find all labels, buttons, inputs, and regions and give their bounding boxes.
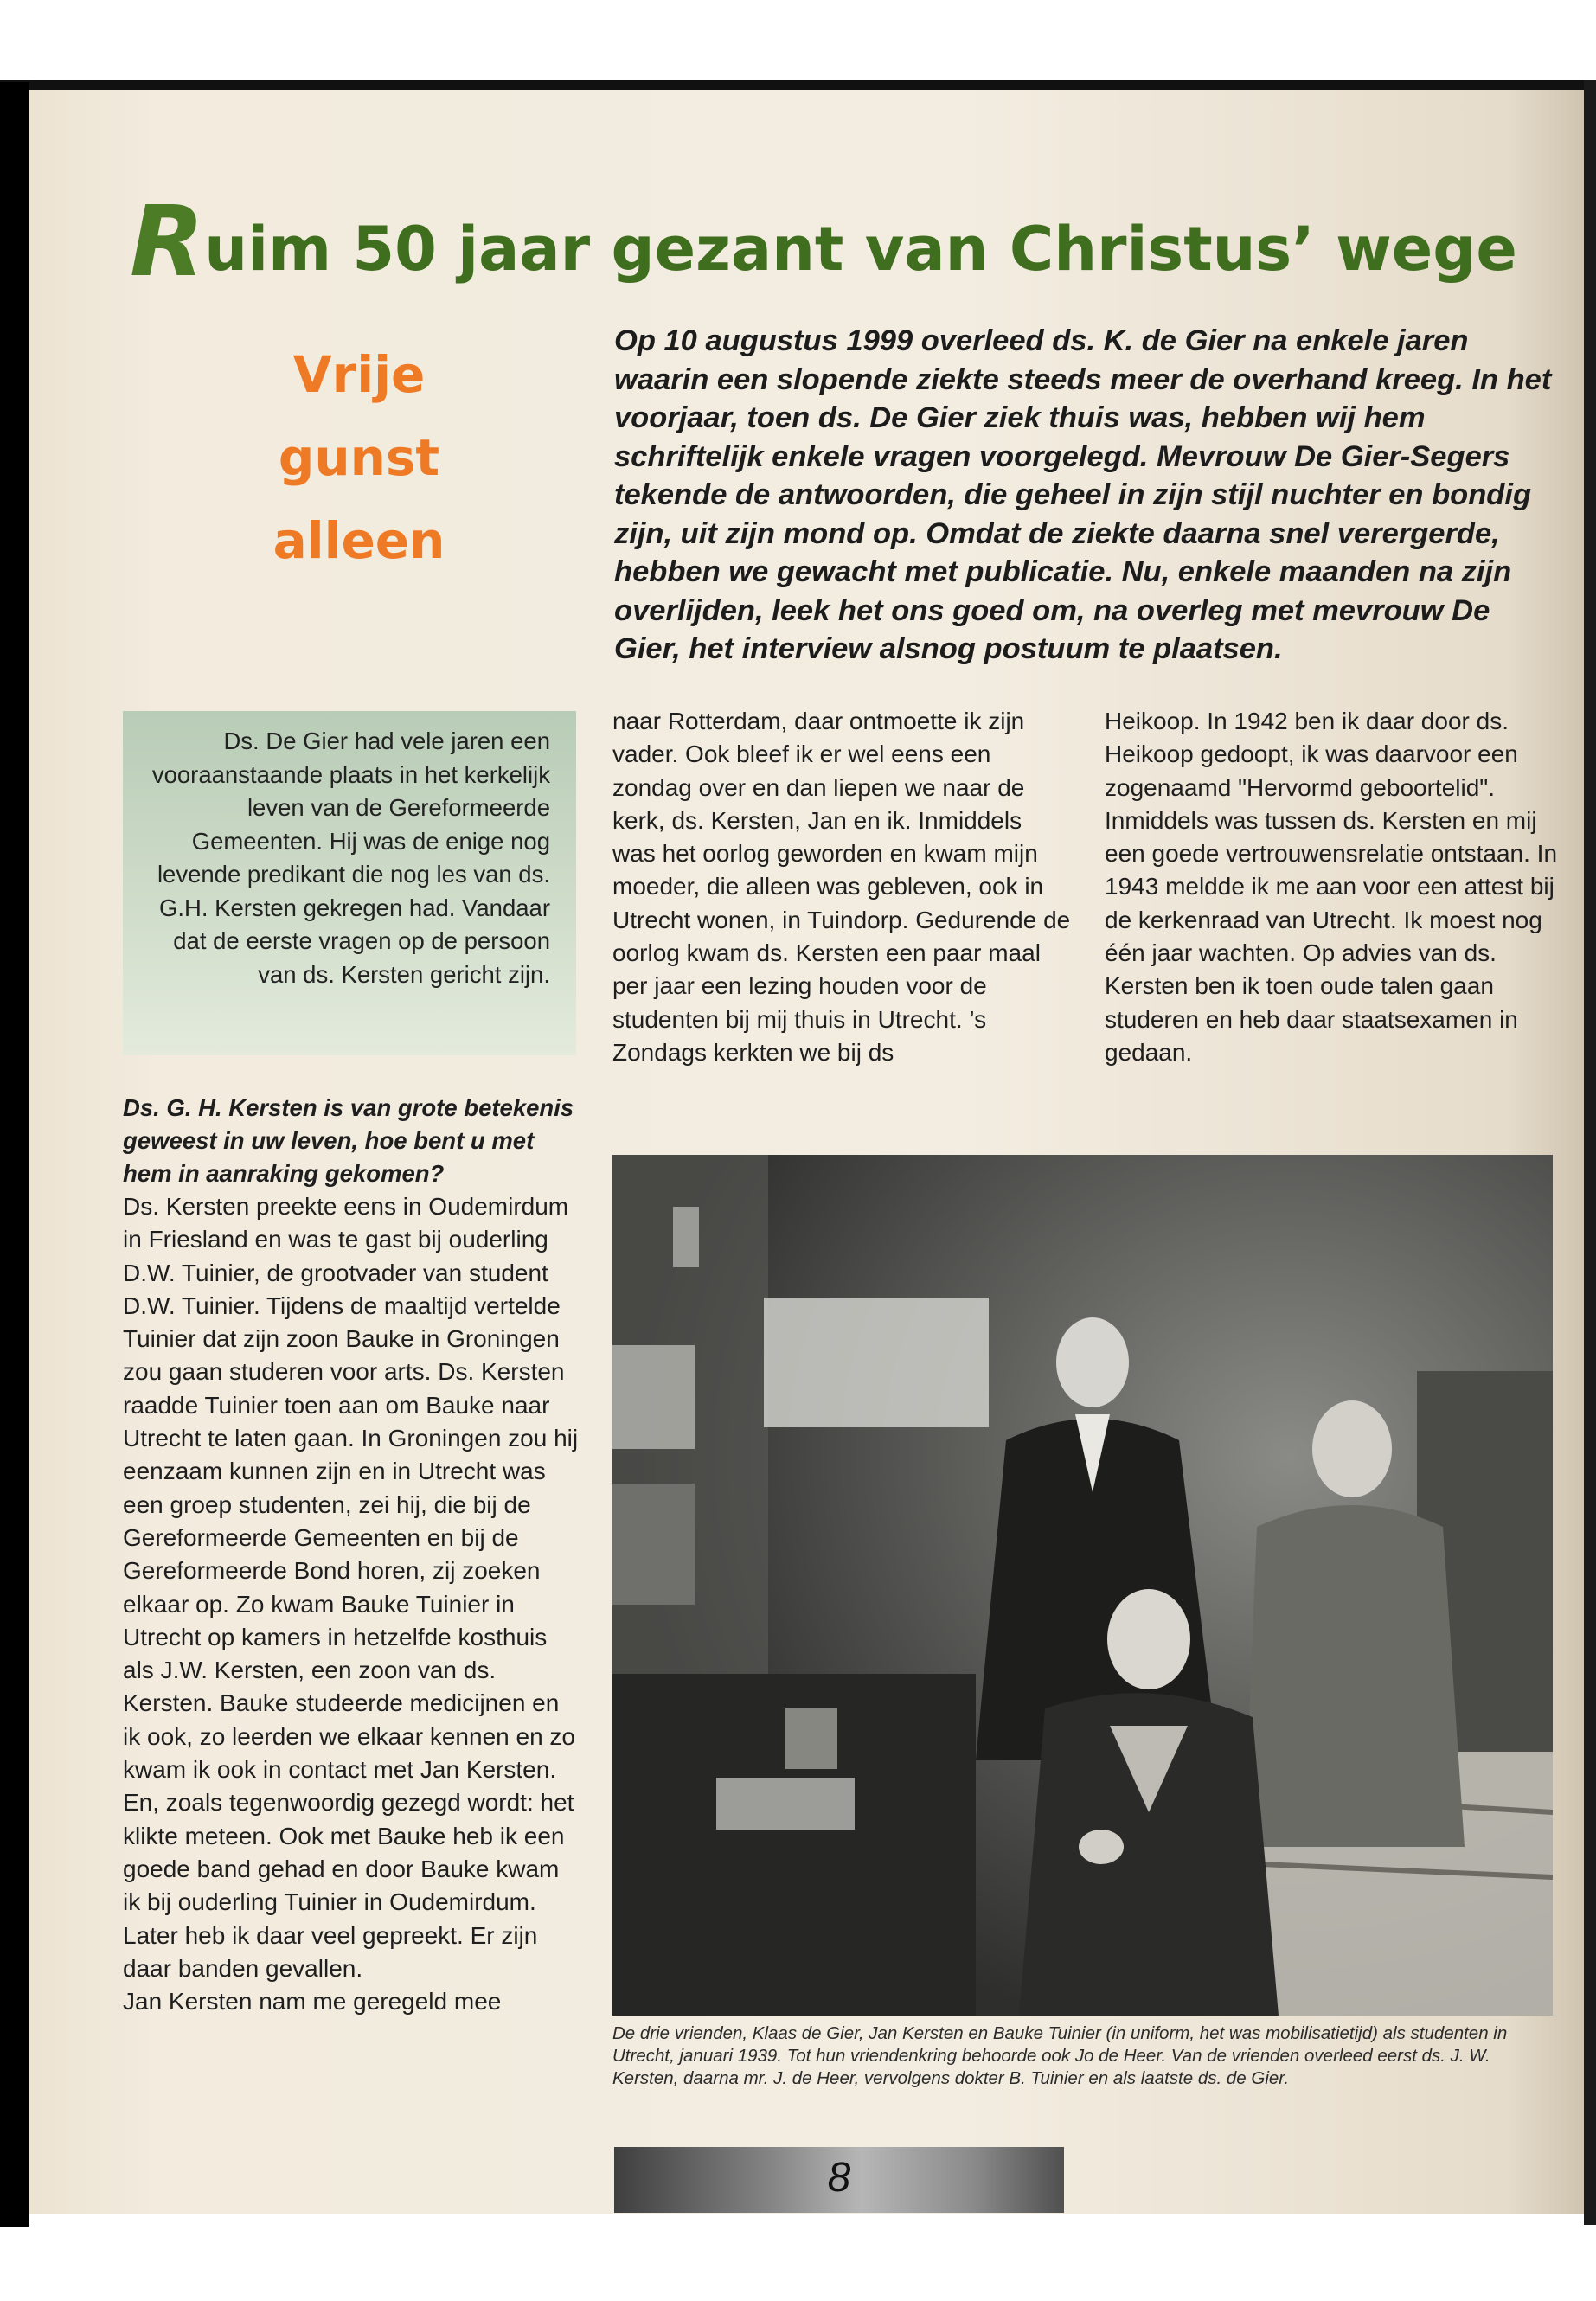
column-3-paragraph-1: Heikoop. In 1942 ben ik daar door ds. Heikoop gedoopt, ik was daarvoor een zogenaamd "Hervormd geboortelid". bbox=[1105, 708, 1518, 801]
group-photo-illustration bbox=[612, 1155, 1553, 2016]
column-2-text: naar Rotterdam, daar ontmoette ik zijn vader. Ook bleef ik er wel eens een zondag over en dan liepen we naar de kerk, ds. Kersten, Jan en ik. Inmiddels was het oorlog geworden en kwam mijn moeder, die alleen was gebleven, ook in Utrecht wonen, in Tuindorp. Gedurende de oorlog kwam ds. Kersten een paar maal per jaar een lezing houden voor de studenten bij mij thuis in Utrecht. ’s Zondags kerkten we bij ds bbox=[612, 708, 1071, 1066]
page-number: 8 bbox=[827, 2155, 851, 2201]
kicker-line-3: alleen bbox=[272, 511, 445, 570]
highlight-box bbox=[123, 711, 576, 1055]
column-3-paragraph-2: Inmiddels was tussen ds. Kersten en mij een goede vertrouwensrelatie ontstaan. In 1943 meldde ik me aan voor een attest bij de kerkenraad van Utrecht. Ik moest nog één jaar wachten. Op advies van ds. Kersten ben ik toen oude talen gaan studeren en heb daar staatsexamen in gedaan. bbox=[1105, 806, 1558, 1066]
intro-paragraph: Op 10 augustus 1999 overleed ds. K. de Gier na enkele jaren waarin een slopende ziekte steeds meer de overhand kreeg. In het voorjaar, toen ds. De Gier ziek thuis was, hebben wij hem schriftelijk enkele vragen voorgelegd. Mevrouw De Gier-Segers tekende de antwoorden, die geheel in zijn stijl nuchter en bondig zijn, uit zijn mond op. Omdat de ziekte daarna snel verergerde, hebben we gewacht met publicatie. Nu, enkele maanden na zijn overlijden, leek het ons goed om, na overleg met mevrouw De Gier, het interview alsnog postuum te plaatsen. bbox=[614, 324, 1552, 665]
title-initial: R bbox=[130, 186, 205, 298]
group-photo bbox=[612, 1155, 1553, 2016]
column-1-text: Ds. Kersten preekte eens in Oudemirdum in Friesland en was te gast bij ouderling D.W. Tuinier, de grootvader van student D.W. Tuinier. Tijdens de maaltijd vertelde Tuinier dat zijn zoon Bauke in Groningen zou gaan studeren voor arts. Ds. Kersten raadde Tuinier toen aan om Bauke naar Utrecht te laten gaan. In Groningen zou hij eenzaam kunnen zijn en in Utrecht was een groep studenten, zei hij, die bij de Gereformeerde Gemeenten en bij de Gereformeerde Bond horen, zij zoeken elkaar op. Zo kwam Bauke Tuinier in Utrecht op kamers in hetzelfde kosthuis als J.W. Kersten, een zoon van ds. Kersten. Bauke studeerde medicijnen en ik ook, zo leerden we elkaar kennen en zo kwam ik ook in contact met Jan Kersten. En, zoals tegenwoordig gezegd wordt: het klikte meteen. Ook met Bauke heb ik een goede band gehad en door Bauke kwam ik bij ouderling Tuinier in Oudemirdum. Later heb ik daar veel gepreekt. Er zijn daar banden gevallen. bbox=[123, 1193, 579, 1982]
scan-edge-top bbox=[0, 80, 1596, 90]
column-2 bbox=[612, 705, 1071, 1069]
title-text: uim 50 jaar gezant van Christus’ wege bbox=[204, 214, 1517, 285]
scan-edge-left bbox=[0, 82, 29, 2227]
column-3 bbox=[1105, 705, 1572, 1069]
kicker-line-2: gunst bbox=[278, 428, 440, 487]
column-1-last-line: Jan Kersten nam me geregeld mee bbox=[123, 1988, 502, 2016]
article-title bbox=[130, 186, 1517, 298]
highlight-box-text: Ds. De Gier had vele jaren een vooraanstaande plaats in het kerkelijk leven van de Gereformeerde Gemeenten. Hij was de enige nog levende predikant die nog les van ds. G.H. Kersten gekregen had. Vandaar dat de eerste vragen op de persoon van ds. Kersten gericht zijn. bbox=[151, 727, 550, 988]
interview-question: Ds. G. H. Kersten is van grote betekenis geweest in uw leven, hoe bent u met hem in aanraking gekomen? bbox=[123, 1094, 574, 1187]
column-1 bbox=[123, 1190, 581, 2018]
kicker-line-1: Vrije bbox=[292, 345, 426, 404]
scan-edge-right bbox=[1584, 80, 1596, 2225]
kicker bbox=[234, 333, 484, 582]
photo-caption: De drie vrienden, Klaas de Gier, Jan Kersten en Bauke Tuinier (in uniform, het was mobilisatietijd) als studenten in Utrecht, januari 1939. Tot hun vriendenkring behoorde ook Jo de Heer. Van de vrienden overleed eerst ds. J. W. Kersten, daarna mr. J. de Heer, vervolgens dokter B. Tuinier en als laatste ds. de Gier. bbox=[612, 2023, 1508, 2088]
